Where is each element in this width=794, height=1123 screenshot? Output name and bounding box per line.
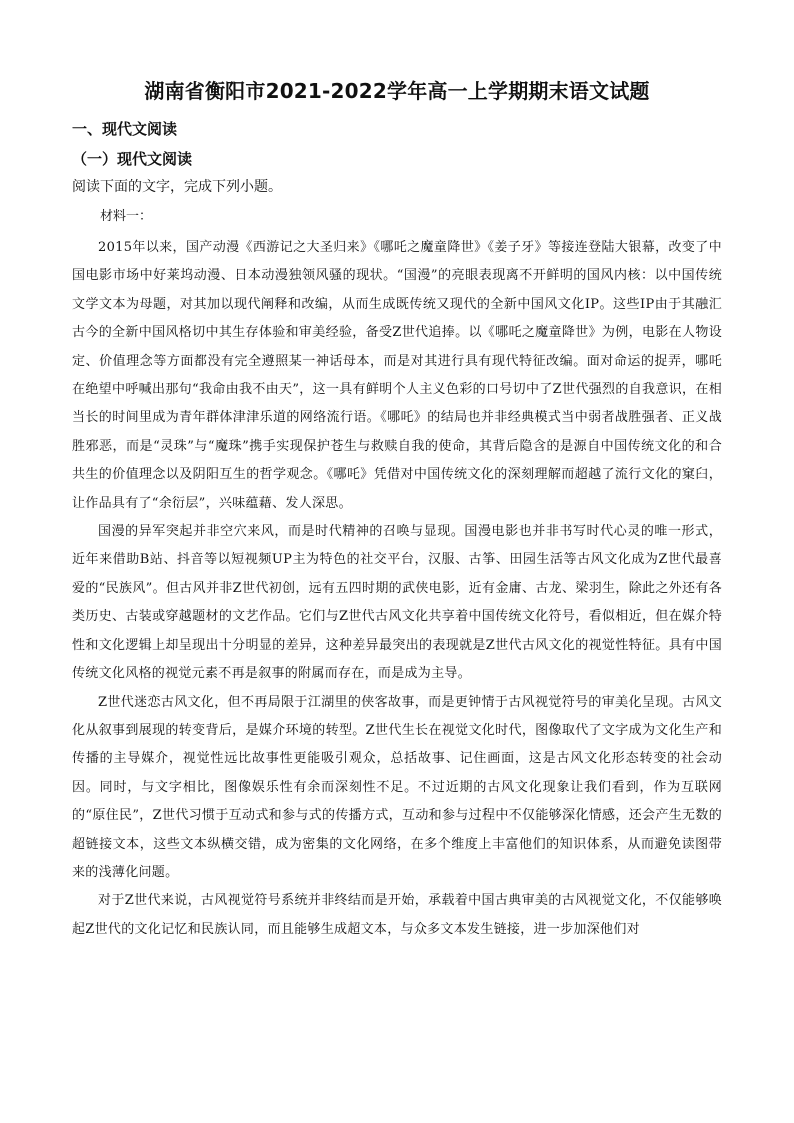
subsection-heading: （一）现代文阅读 (72, 150, 193, 168)
section-heading: 一、现代文阅读 (72, 120, 178, 138)
paragraph-3: Z世代迷恋古风文化，但不再局限于江湖里的侠客故事，而是更钟情于古风视觉符号的审美化呈现。古风文化从叙事到展现的转变背后，是媒介环境的转型。Z世代生长在视觉文化时代，图像取代了文字成为文化生产和传播的主导媒介，视觉性远比故事性更能吸引观众，总括故事、记住画面，这是古风文化形态转变的社会动因。同时，与文字相比，图像娱乐性有余而深刻性不足。不过近期的古风文化现象让我们看到，作为互联网的“原住民”，Z世代习惯于互动式和参与式的传播方式，互动和参与过程中不仅能够深化情感，还会产生无数的超链接文本，这些文本纵横交错，成为密集的文化网络，在多个维度上丰富他们的知识体系，从而避免读图带来的浅薄化问题。 (72, 694, 722, 880)
paragraph-4: 对于Z世代来说，古风视觉符号系统并非终结而是开始，承载着中国古典审美的古风视觉文化，不仅能够唤起Z世代的文化记忆和民族认同，而且能够生成超文本，与众多文本发生链接，进一步加深他们对 (72, 893, 722, 937)
paragraph-1: 2015年以来，国产动漫《西游记之大圣归来》《哪吒之魔童降世》《姜子牙》等接连登陆大银幕，改变了中国电影市场中好莱坞动漫、日本动漫独领风骚的现状。“国漫”的亮眼表现离不开鲜明的国风内核：以中国传统文学文本为母题，对其加以现代阐释和改编，从而生成既传统又现代的全新中国风文化IP。这些IP由于其融汇古今的全新中国风格切中其生存体验和审美经验，备受Z世代追捧。以《哪吒之魔童降世》为例，电影在人物设定、价值理念等方面都没有完全遵照某一神话母本，而是对其进行具有现代特征改编。面对命运的捉弄，哪吒在绝望中呼喊出那句“我命由我不由天”，这一具有鲜明个人主义色彩的口号切中了Z世代强烈的自我意识，在相当长的时间里成为青年群体津津乐道的网络流行语。《哪吒》的结局也并非经典模式当中弱者战胜强者、正义战胜邪恶，而是“灵珠”与“魔珠”携手实现保护苍生与救赎自我的使命，其背后隐含的是源自中国传统文化的和合共生的价值理念以及阴阳互生的哲学观念。《哪吒》凭借对中国传统文化的深刻理解而超越了流行文化的窠臼，让作品具有了“余衍层”，兴味蕴藉、发人深思。 (72, 240, 722, 511)
document-title: 湖南省衡阳市2021-2022学年高一上学期期末语文试题 (144, 79, 650, 103)
reading-instruction: 阅读下面的文字，完成下列小题。 (72, 179, 282, 195)
paragraph-2: 国漫的异军突起并非空穴来风，而是时代精神的召唤与显现。国漫电影也并非书写时代心灵的唯一形式，近年来借助B站、抖音等以短视频UP主为特色的社交平台，汉服、古筝、田园生活等古风文化成为Z世代最喜爱的“民族风”。但古风并非Z世代初创，远有五四时期的武侠电影，近有金庸、古龙、梁羽生，除此之外还有各类历史、古装或穿越题材的文艺作品。它们与Z世代古风文化共享着中国传统文化符号，看似相近，但在媒介特性和文化逻辑上却呈现出十分明显的差异，这种差异最突出的表现就是Z世代古风文化的视觉性特征。具有中国传统文化风格的视觉元素不再是叙事的附属而存在，而是成为主导。 (72, 524, 722, 682)
material-label: 材料一： (100, 209, 153, 224)
